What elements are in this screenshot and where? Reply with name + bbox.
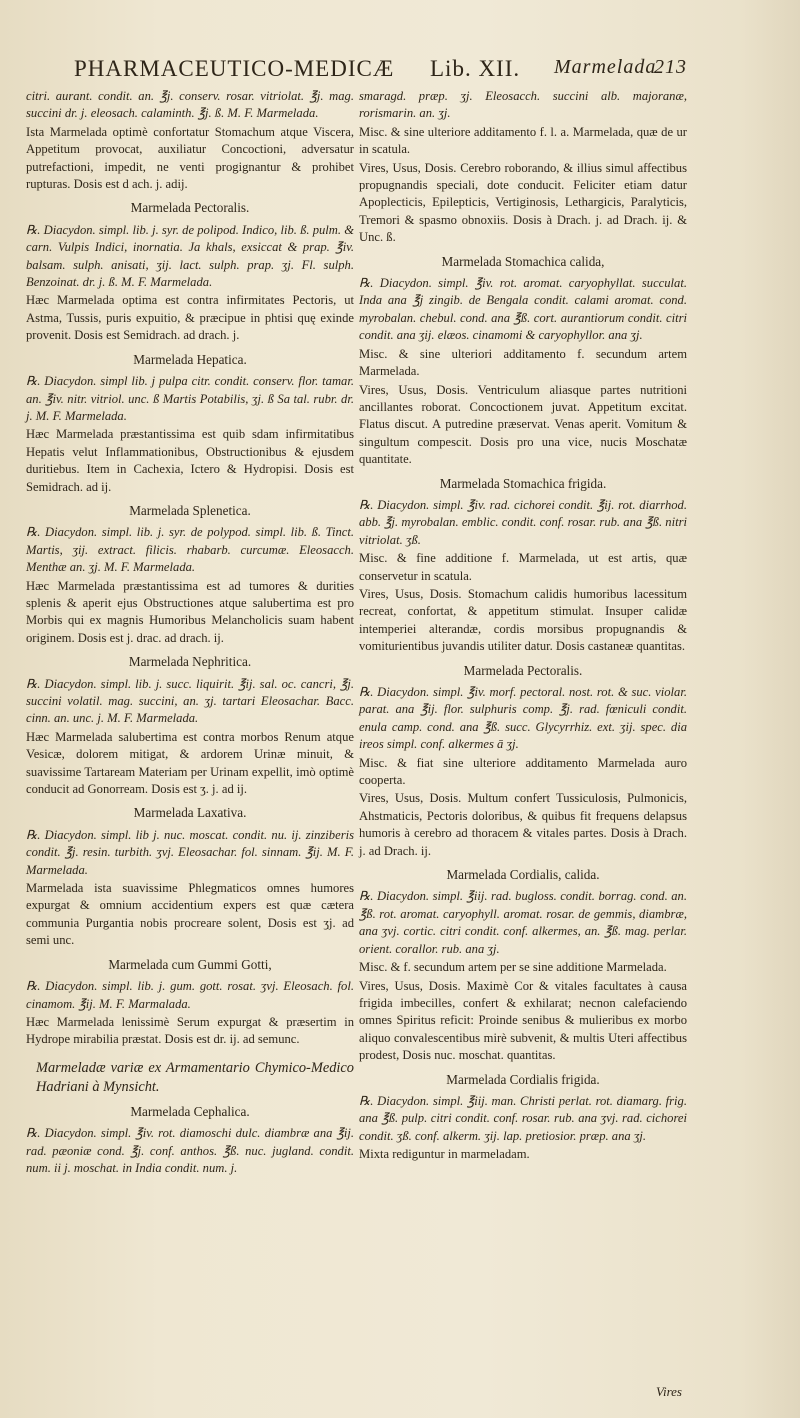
body-paragraph: Hæc Marmelada præstantissima est ad tumores & durities splenis & aperit ejus Obstructiones atque salubertima est pro Morbis qui ex magnis Humoribus Melancholicis suam habent originem. Dosis est j. drac. ad drach. ij. [26,578,354,645]
page-number: 213 [654,56,687,78]
recipe-text: citri. aurant. condit. an. ℥j. conserv. rosar. vitriolat. ℥j. mag. succini dr. j. eleosach. calaminth. ℥j. ß. M. F. Marmelada. [26,89,354,121]
recipe-text: ℞. Diacydon. simpl. ℥iv. rot. aromat. caryophyllat. succulat. Inda ana ℥j zingib. de Bengala condit. calami aromat. cond. myrobalan. chebul. cond. ana ℥ß. cort. aurantiorum condit. citri condit. ana ʒij. elæos. cinamomi & caryophyllor. ana ʒj. [359,276,687,343]
recipe-text: ℞. Diacydon. simpl. lib. j. succ. liquirit. ℥ij. sal. oc. cancri, ℥j. succini volatil. mag. succini, an. ʒj. tartari Eleosachar. Bacc. cinn. an. unc. j. M. F. Marmelada. [26,676,354,726]
body-paragraph: Vires, Usus, Dosis. Multum confert Tussiculosis, Pulmonicis, Ahstmaticis, Pectoris doloribus, & quibus fit frequens delapsus humoris à cerebro ad thoracem & vitales partes. Dosis à Drach. j. ad Drach. ij. [359,791,687,858]
body-paragraph: Marmelada ista suavissime Phlegmaticos omnes humores expurgat & omnium accidentium expers est quæ cætera communia Purgantia nobis procreare solent, Dosis est ʒj. ad semi unc. [26,881,354,948]
chapter-heading: Marmeladæ variæ ex Armamentario Chymico-Medico Hadriani à Mynsicht. [36,1059,354,1095]
section-heading: Marmelada cum Gummi Gotti, [108,956,272,972]
section-heading: Marmelada Pectoralis. [130,200,250,216]
section-heading: Marmelada Stomachica calida, [441,253,605,269]
recipe-text: ℞. Diacydon. simpl. lib. j. syr. de polipod. Indico, lib. ß. pulm. & carn. Vulpis Indici, inornatia. Ja khals, exsiccat & prap. ℥iv. balsam. sulph. anisati, ʒij. lact. sulph. prap. ʒj. Fl. sulph. Benzoinat. dr. j. ß. M. F. Marmelada. [26,222,354,290]
body-paragraph: Vires, Usus, Dosis. Maximè Cor & vitales facultates à causa frigida imbecilles, confert & exhilarat; necnon calefaciendo omnes Spiritus reficit: Proinde senibus & mulieribus ex morbo aliquo convalescentibus mirè subvenit, & multis Uteri affectibus prodest, Dosis nuc. moschat. quantitas. [359,978,687,1063]
body-paragraph: Hæc Marmelada optima est contra infirmitates Pectoris, ut Astma, Tussis, puris expuitio, & præcipue in phtisi quę exinde provenit. Dosis est Semidrach. ad drach. j. [26,293,354,343]
recipe-text: ℞. Diacydon. simpl. lib. j. syr. de polypod. simpl. lib. ß. Tinct. Martis, ʒij. extract. filicis. rhabarb. curcumæ. Eleosacch. Menthæ an. ʒj. M. F. Marmelada. [26,525,354,575]
section-heading: Marmelada Cordialis, calida. [446,867,600,883]
body-paragraph: Hæc Marmelada præstantissima est quib sdam infirmitatibus Hepatis velut Inflammationibus, Obstructionibus & ejusdem duritiebus. Item in Cachexia, Ictero & Hydropisi. Dosis est Semidrach. ad ij. [26,427,354,494]
body-paragraph: Hæc Marmelada lenissimè Serum expurgat & præsertim in Hydrope mirabilia præstat. Dosis est dr. ij. ad semunc. [26,1014,354,1047]
recipe-text: ℞. Diacydon. simpl. lib. j. gum. gott. rosat. ʒvj. Eleosach. fol. cinamom. ℥ij. M. F. Marmalada. [26,979,354,1011]
recipe-text: smaragd. præp. ʒj. Eleosacch. succini alb. majoranæ, rorismarin. an. ʒj. [359,89,687,121]
section-heading: Marmelada Splenetica. [129,502,251,518]
body-paragraph: Misc. & sine ulteriore additamento f. l. a. Marmelada, quæ de ur in scatula. [359,124,687,157]
body-paragraph: Vires, Usus, Dosis. Cerebro roborando, & illius simul affectibus propugnandis speciali, dote conducit. Feliciter etiam datur Apoplecticis, Epilepticis, Vertiginosis, Lethargicis, Paralyticis, Tremori & spasmo obnoxiis. Dosis à Drach. j. ad Drach. ij. & Unc. ß. [359,160,687,245]
body-paragraph: Misc. & sine ulteriori additamento f. secundum artem Marmelada. [359,346,687,379]
recipe-text: ℞. Diacydon. simpl. ℥iv. rot. diamoschi dulc. diambræ ana ℥ij. rad. pæoniæ cond. ℥j. conf. anthos. ℥ß. nuc. jugland. condit. num. ii j. moschat. in India condit. num. j. [26,1126,354,1175]
body-paragraph: Misc. & fine additione f. Marmelada, ut est artis, quæ conservetur in scatula. [359,551,687,583]
recipe-text: ℞. Diacydon. simpl. lib j. nuc. moscat. condit. nu. ij. zinziberis condit. ℥j. resin. turbith. ʒvj. Eleosachar. fol. sinnam. ℥ij. M. F. Marmelada. [26,827,354,877]
body-paragraph: Ista Marmelada optimè confortatur Stomachum atque Viscera, Appetitum provocat, auxiliatur Concoctioni, adversatur putrefactioni, impedit, ne venti progignantur & prohibet rupturas. Dosis est d ach. j. adij. [26,124,354,192]
body-paragraph: Hæc Marmelada salubertima est contra morbos Renum atque Vesicæ, dolorem mitigat, & ardorem Urinæ minuit, & suavissime Tartaream Materiam per Urinam expellit, imò optimè conducit ad Gonorream. Dosis est ʒ. j. ad ij. [26,729,354,797]
section-heading: Marmelada Laxativa. [133,805,247,821]
page-fold-shadow [740,0,800,1418]
body-paragraph: Vires, Usus, Dosis. Stomachum calidis humoribus lacessitum recreat, confortat, & appetitum stimulat. Insuper calidæ intemperiei alterandæ, cordis morsibus propugnandis & vomiturientibus juvandis utiliter datur. Dosis castaneæ quantitas. [359,586,687,654]
section-heading: Marmelada Cordialis frigida. [446,1071,600,1087]
section-heading: Marmelada Stomachica frigida. [439,475,607,491]
body-paragraph: Misc. & fiat sine ulteriore additamento Marmelada auro cooperta. [359,755,687,788]
page-header [74,56,694,86]
section-heading: Marmelada Hepatica. [133,351,247,367]
body-paragraph: Vires, Usus, Dosis. Ventriculum aliasque partes nutritioni ancillantes roborat. Concoctionem juvat. Appetitum excitat. Flatus discut. A putredine præservat. Venas aperit. Vomitum & singultum compescit. Dosis pro una vice, nucis Moschatæ quantitate. [359,382,687,467]
book-number: Lib. XII. [430,56,521,81]
recipe-text: ℞. Diacydon. simpl. ℥iv. rad. cichorei condit. ℥ij. rot. diarrhod. abb. ℥j. myrobalan. emblic. condit. conf. rosar. rub. ana ℥ß. nitri vitriolat. ʒß. [359,497,687,547]
running-title: PHARMACEUTICO-MEDICÆ [74,56,395,81]
recipe-text: ℞. Diacydon. simpl lib. j pulpa citr. condit. conserv. flor. tamar. an. ℥iv. nitr. vitriol. unc. ß Martis Potabilis, ʒj. ß Sa tal. rubr. dr. j. M. F. Marmelada. [26,374,354,423]
right-column [359,88,687,1165]
body-paragraph: Misc. & f. secundum artem per se sine additione Marmelada. [359,960,667,975]
section-heading: Marmelada Nephritica. [128,654,252,670]
catchword: Vires [656,1384,682,1399]
section-heading: Marmelada Pectoralis. [463,662,583,678]
left-column [26,88,354,1178]
recipe-text: ℞. Diacydon. simpl. ℥iij. rad. bugloss. condit. borrag. cond. an. ℥ß. rot. aromat. caryophyll. aromat. rosar. de gemmis, diambræ, ana ʒvj. cortic. citri condit. conf. alkermes, an. ℥ß. mag. perlar. orient. corallor. rub. ana ʒj. [359,889,687,956]
running-head: Marmelada [554,56,657,78]
section-heading: Marmelada Cephalica. [130,1103,250,1119]
body-paragraph: Mixta rediguntur in marmeladam. [359,1147,530,1162]
recipe-text: ℞. Diacydon. simpl. ℥iij. man. Christi perlat. rot. diamarg. frig. ana ℥ß. pulp. citri condit. conf. rosar. rub. ana ʒvj. rad. cichorei condit. ʒß. conf. alkerm. ʒij. lap. pretiosior. præp. ana ʒj. [359,1093,687,1143]
recipe-text: ℞. Diacydon. simpl. ℥iv. morf. pectoral. nost. rot. & suc. violar. parat. ana ℥ij. flor. sulphuris comp. ℥j. rad. fœniculi condit. enula camp. cond. ana ℥ß. succ. Glycyrrhiz. ext. ʒij. spec. dia ireos simpl. conf. alkermes ā ʒj. [359,685,687,752]
